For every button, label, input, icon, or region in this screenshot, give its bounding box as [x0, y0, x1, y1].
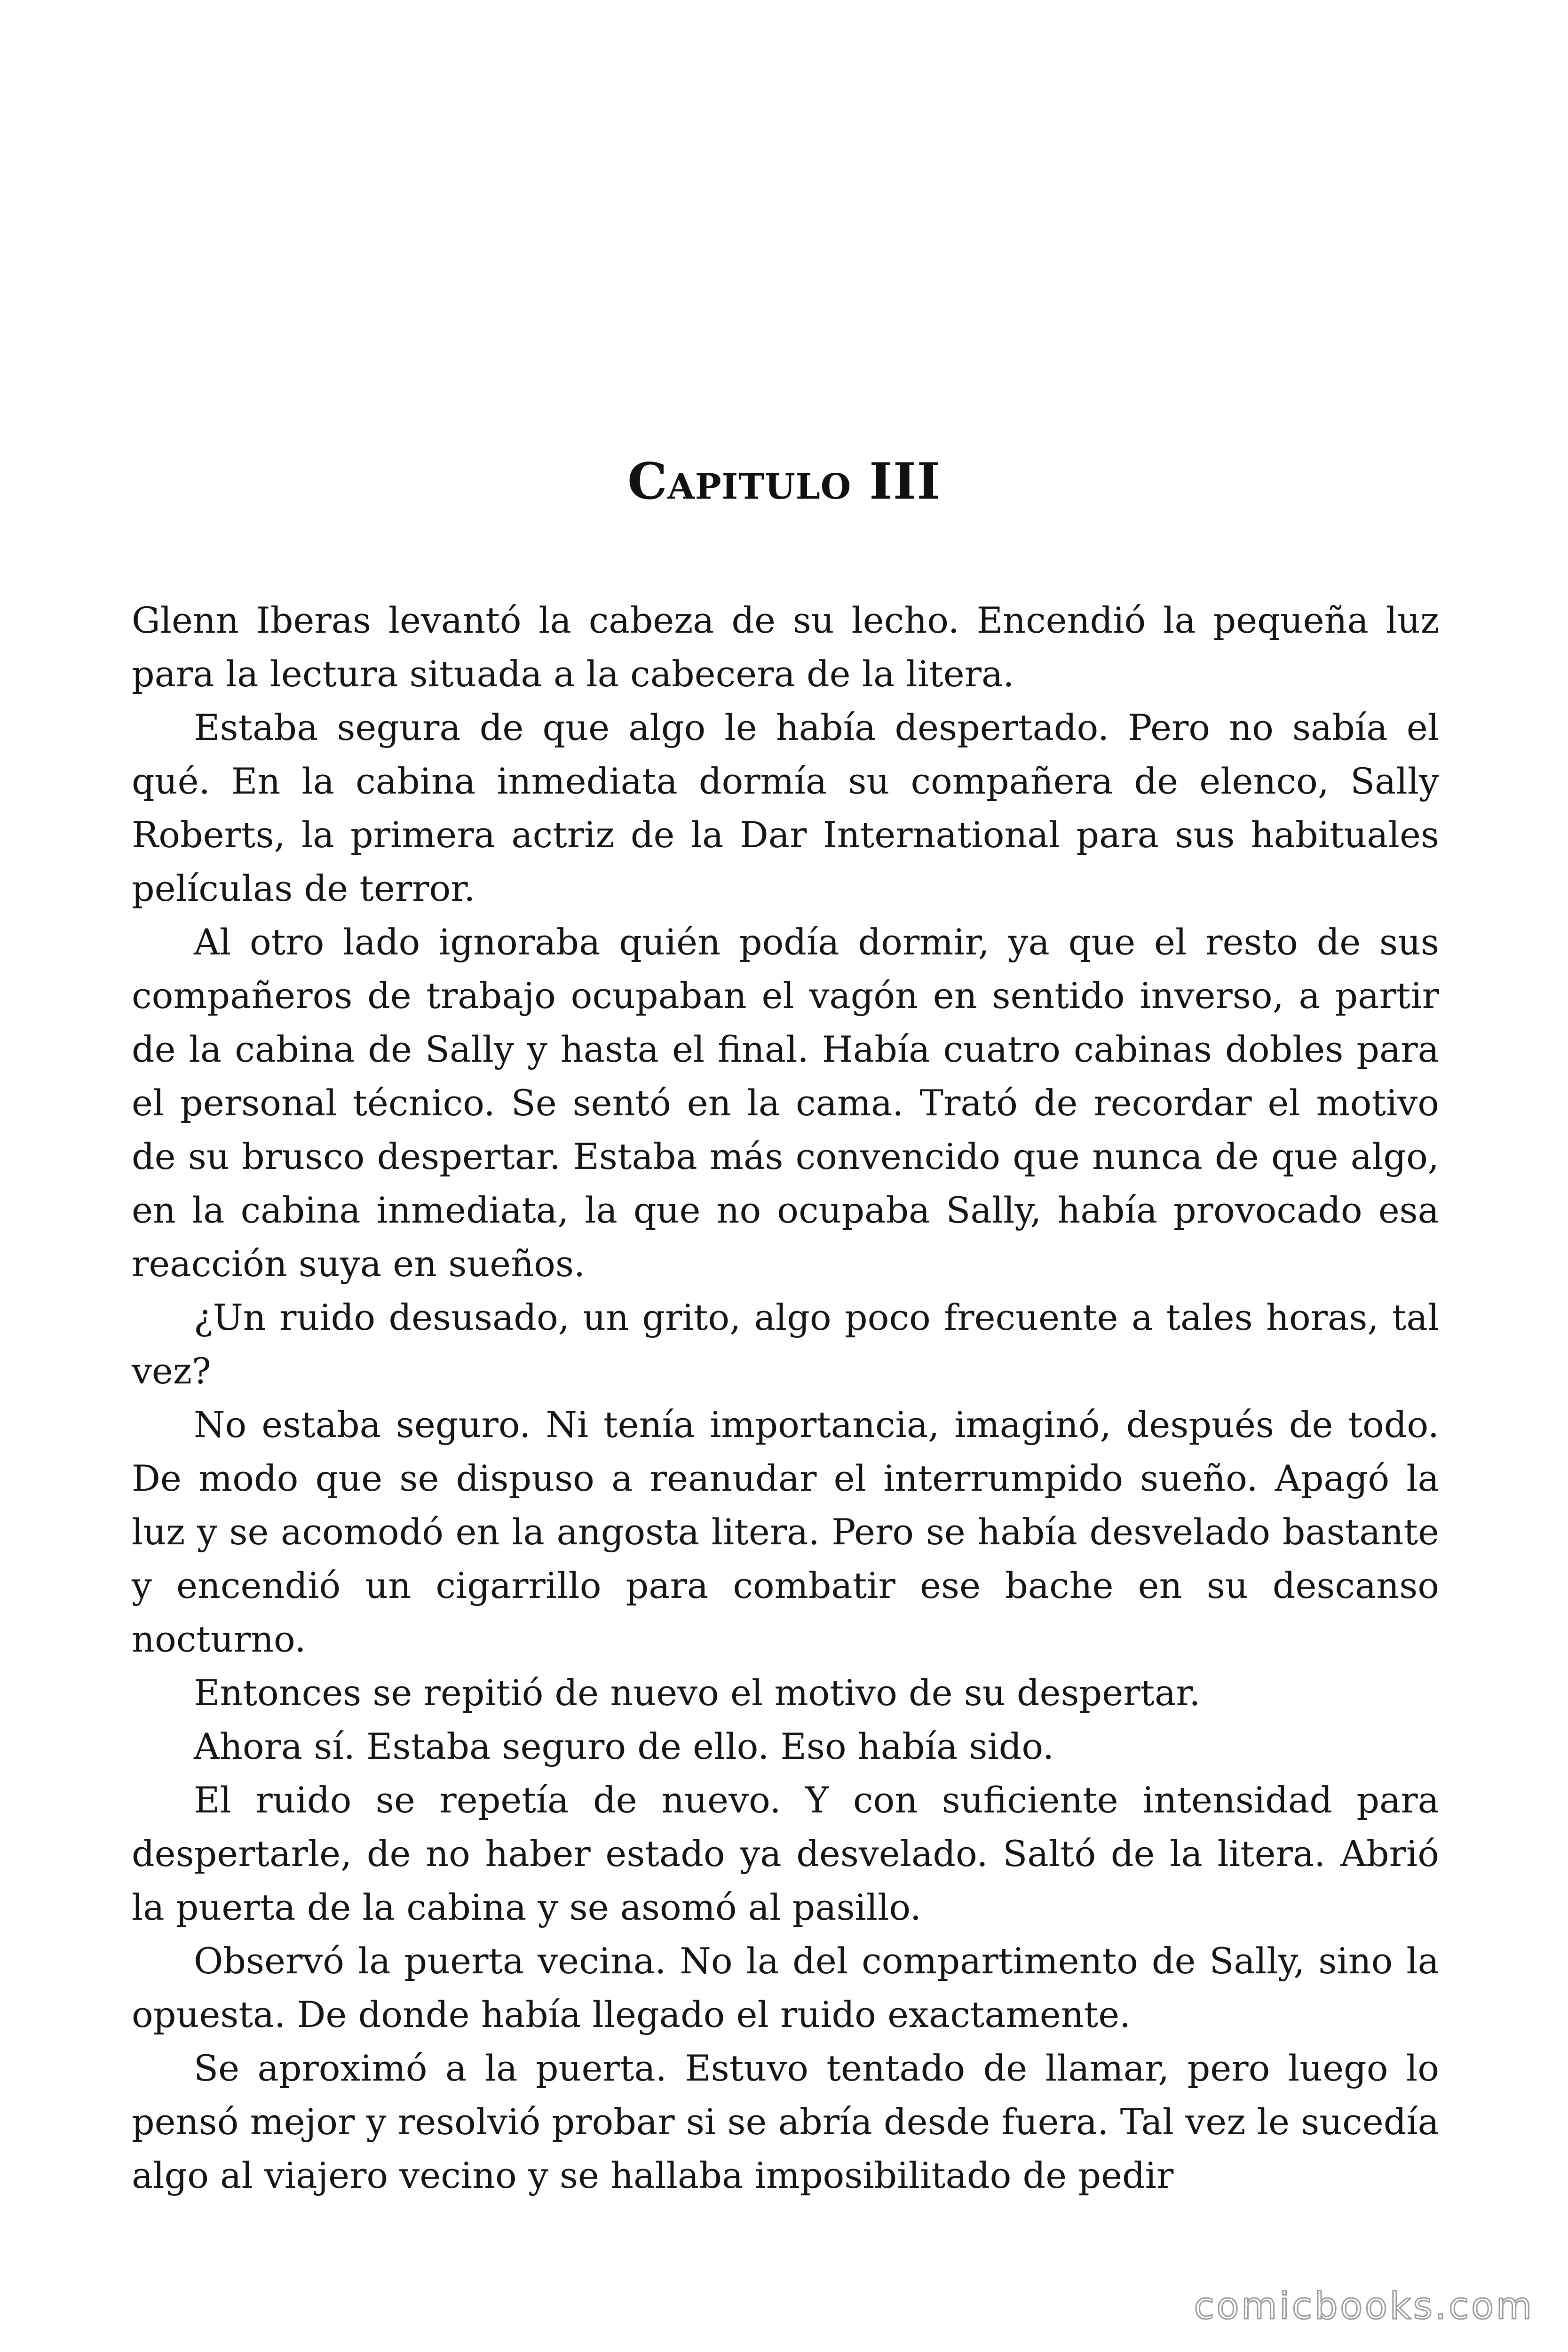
- paragraph: Se aproximó a la puerta. Estuvo tentado de llamar, pero luego lo pensó mejor y resolvió probar si se abría desde fuera. Tal vez le sucedía algo al viajero vecino y se hallaba imposibilitado de pedir: [132, 2047, 1439, 2196]
- site-watermark: comicbooks.com: [1194, 2285, 1534, 2328]
- paragraph: ¿Un ruido desusado, un grito, algo poco frecuente a tales horas, tal vez?: [132, 1296, 1439, 1392]
- paragraph: Al otro lado ignoraba quién podía dormir, ya que el resto de sus compañeros de trabajo ocupaban el vagón en sentido inverso, a partir de la cabina de Sally y hasta el final. Había cuatro cabinas dobles para el personal técnico. Se sentó en la cama. Trató de recordar el motivo de su brusco despertar. Estaba más convencido que nunca de que algo, en la cabina inmediata, la que no ocupaba Sally, había provocado esa reacción suya en sueños.: [132, 921, 1439, 1285]
- paragraph: Entonces se repitió de nuevo el motivo de su despertar.: [194, 1672, 1201, 1714]
- paragraph: Observó la puerta vecina. No la del compartimento de Sally, sino la opuesta. De donde había llegado el ruido exactamente.: [132, 1940, 1439, 2035]
- paragraph: Glenn Iberas levantó la cabeza de su lecho. Encendió la pequeña luz para la lectura situada a la cabecera de la litera.: [132, 599, 1439, 695]
- paragraph: Estaba segura de que algo le había despertado. Pero no sabía el qué. En la cabina inmediata dormía su compañera de elenco, Sally Roberts, la primera actriz de la Dar International para sus habituales películas de terror.: [132, 707, 1439, 909]
- chapter-title: Capitulo III: [627, 452, 941, 510]
- paragraph: No estaba seguro. Ni tenía importancia, imaginó, después de todo. De modo que se dispuso a reanudar el interrumpido sueño. Apagó la luz y se acomodó en la angosta litera. Pero se había desvelado bastante y encendió un cigarrillo para combatir ese bache en su descanso nocturno.: [132, 1404, 1439, 1660]
- paragraph: El ruido se repetía de nuevo. Y con suficiente intensidad para despertarle, de no haber estado ya desvelado. Saltó de la litera. Abrió la puerta de la cabina y se asomó al pasillo.: [132, 1779, 1439, 1928]
- paragraph: Ahora sí. Estaba seguro de ello. Eso había sido.: [194, 1725, 1054, 1767]
- chapter-body: [132, 594, 1439, 2202]
